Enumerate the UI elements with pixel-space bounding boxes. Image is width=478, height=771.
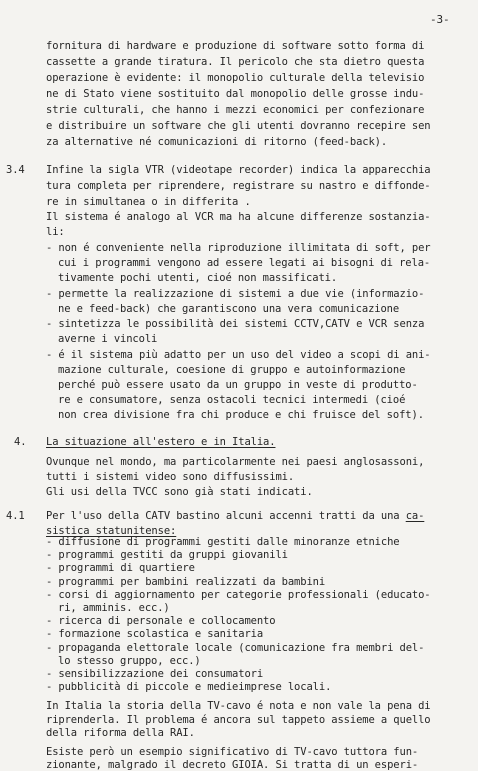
text-line: della riforma della RAI.	[46, 726, 195, 739]
text-line: li:	[46, 226, 65, 238]
text-line: strie culturali, che hanno i mezzi economici per confezionare	[46, 104, 425, 116]
list-item: - propaganda elettorale locale (comunicazione fra membri del-	[46, 641, 425, 654]
list-item: - permette la realizzazione di sistemi a due vie (informazio-	[46, 288, 425, 300]
text-line: Esiste però un esempio significativo di TV-cavo tuttora fun-	[46, 746, 419, 758]
underlined-text: ca-	[405, 510, 425, 522]
list-item: - pubblicità di piccole e medieimprese locali.	[46, 681, 332, 694]
text-line: mazione culturale, coesione di gruppo e autoinformazione	[58, 364, 406, 376]
text-line: za alternative né comunicazioni di ritorno (feed-back).	[46, 136, 388, 148]
section-heading: La situazione all'estero e in Italia.	[46, 436, 276, 448]
text-line: re e consumatore, senza ostacoli tecnici intermedi (cioé	[58, 394, 406, 406]
text-line: tutti i sistemi video sono diffusissimi.	[46, 471, 295, 483]
list-item: - programmi di quartiere	[46, 562, 195, 575]
text-line: Ovunque nel mondo, ma particolarmente nei paesi anglosassoni,	[46, 456, 425, 468]
text-line: perché può essere usato da un gruppo in veste di produtto-	[58, 379, 418, 391]
list-item: - programmi gestiti da gruppi giovanili	[46, 549, 288, 562]
text-line: Il sistema é analogo al VCR ma ha alcune differenze sostanzia-	[46, 211, 431, 223]
text-line: Infine la sigla VTR (videotape recorder) indica la apparecchia	[46, 164, 431, 176]
page-number: -3-	[430, 13, 450, 26]
text-line: Gli usi della TVCC sono già stati indicati.	[46, 486, 313, 498]
text-line: ne e feed-back) che garantiscono una vera comunicazione	[58, 303, 400, 315]
text-line: operazione è evidente: il monopolio culturale della televisio	[46, 72, 425, 84]
text-line: tivamente pochi utenti, cioé non massificati.	[58, 272, 338, 284]
section-number: 3.4	[6, 164, 25, 176]
text-line: ri, amminis. ecc.)	[58, 602, 170, 614]
text-line: fornitura di hardware e produzione di software sotto forma di	[46, 40, 425, 52]
text-line: e distribuire un software che gli utenti dovranno recepire sen	[46, 120, 431, 132]
section-number: 4.1	[6, 510, 25, 522]
list-item: - diffusione di programmi gestiti dalle minoranze etniche	[46, 536, 400, 548]
text-line: zionante, malgrado il decreto GIOIA. Si tratta di un esperi-	[46, 759, 419, 771]
text-line: In Italia la storia della TV-cavo é nota e non vale la pena di	[46, 700, 431, 713]
list-item: - programmi per bambini realizzati da bambini	[46, 575, 326, 588]
list-item: - é il sistema più adatto per un uso del video a scopi di ani-	[46, 349, 431, 361]
list-item: - ricerca di personale e collocamento	[46, 615, 276, 628]
list-item: - sintetizza le possibilità dei sistemi CCTV,CATV e VCR senza	[46, 318, 425, 330]
list-item: - corsi di aggiornamento per categorie professionali (educato-	[46, 588, 431, 601]
text-line: averne i vincoli	[58, 333, 158, 345]
section-number: 4.	[14, 436, 27, 448]
text-line: cassette a grande tiratura. Il pericolo che sta dietro questa	[46, 56, 425, 68]
text-line: tura completa per riprendere, registrare su nastro e diffonde-	[46, 180, 431, 192]
text-line: ne di Stato viene sostituito dal monopolio delle grosse indu-	[46, 88, 425, 100]
text-line	[46, 510, 424, 522]
text-line: non crea divisione fra chi produce e chi fruisce del soft).	[58, 409, 424, 421]
text-span: Per l'uso della CATV bastino alcuni accenni tratti da una	[46, 510, 406, 522]
list-item: - non é conveniente nella riproduzione illimitata di soft, per	[46, 242, 431, 254]
text-line: cui i programmi vengono ad essere legati ai bisogni di rela-	[58, 257, 431, 269]
text-line: lo stesso gruppo, ecc.)	[58, 654, 201, 667]
list-item: - sensibilizzazione dei consumatori	[46, 668, 264, 680]
text-line: riprenderla. Il problema é ancora sul tappeto assieme a quello	[46, 713, 431, 726]
list-item: - formazione scolastica e sanitaria	[46, 628, 264, 641]
underlined-text: sistica statunitense:	[46, 525, 177, 537]
text-line: re in simultanea o in differita .	[46, 196, 251, 208]
